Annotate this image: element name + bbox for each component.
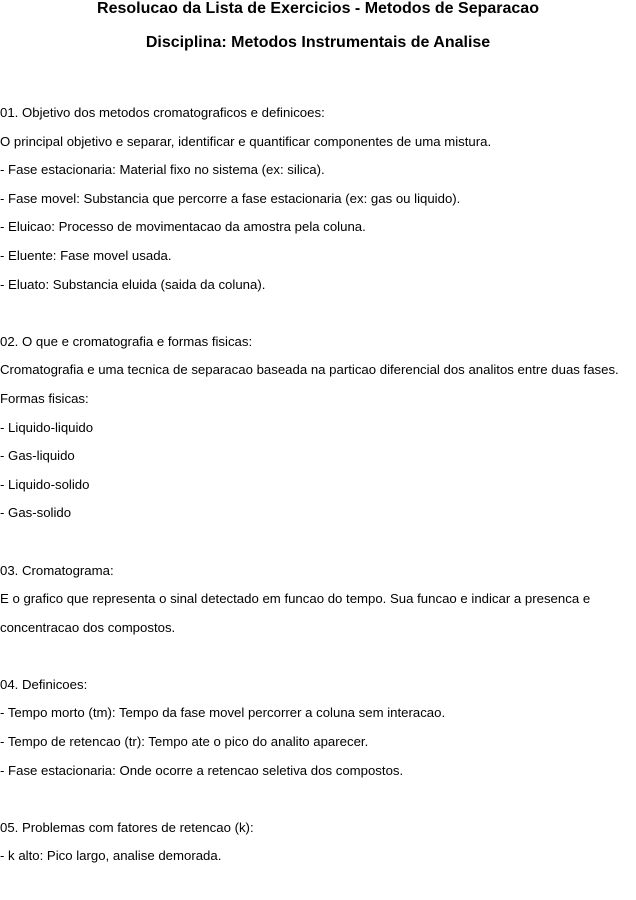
section-01-line: O principal objetivo e separar, identificar e quantificar componentes de uma mistura. <box>0 133 492 149</box>
section-04-line: - Fase estacionaria: Onde ocorre a retencao seletiva dos compostos. <box>0 762 404 778</box>
section-04-line: - Tempo morto (tm): Tempo da fase movel percorrer a coluna sem interacao. <box>0 705 446 721</box>
section-04-heading: 04. Definicoes: <box>0 676 88 692</box>
section-01-line: - Eluicao: Processo de movimentacao da amostra pela coluna. <box>0 219 366 235</box>
document-subtitle: Disciplina: Metodos Instrumentais de Analise <box>145 34 491 51</box>
section-05-line: - k alto: Pico largo, analise demorada. <box>0 848 222 864</box>
section-04-line: - Tempo de retencao (tr): Tempo ate o pico do analito aparecer. <box>0 734 369 750</box>
section-02-heading: 02. O que e cromatografia e formas fisicas: <box>0 333 253 349</box>
paragraph-spacer <box>0 528 636 557</box>
document-title: Resolucao da Lista de Exercicios - Metodos de Separacao <box>97 0 539 17</box>
section-02-line: - Gas-solido <box>0 505 72 521</box>
section-03-line: E o grafico que representa o sinal detectado em funcao do tempo. Sua funcao e indicar a presenca e concentracao dos compostos. <box>0 591 591 635</box>
paragraph-spacer <box>0 642 636 671</box>
section-03-heading: 03. Cromatograma: <box>0 562 114 578</box>
section-01-line: - Eluente: Fase movel usada. <box>0 247 172 263</box>
section-02-line: - Liquido-solido <box>0 476 90 492</box>
section-02-line: - Gas-liquido <box>0 448 75 464</box>
section-05-heading: 05. Problemas com fatores de retencao (k): <box>0 819 254 835</box>
section-01-heading: 01. Objetivo dos metodos cromatograficos e definicoes: <box>0 105 325 120</box>
document-body <box>0 99 636 871</box>
paragraph-spacer <box>0 785 636 814</box>
section-02-line: Formas fisicas: <box>0 390 89 406</box>
section-01-line: - Fase estacionaria: Material fixo no sistema (ex: silica). <box>0 162 325 178</box>
paragraph-spacer <box>0 299 636 328</box>
section-02-line: - Liquido-liquido <box>0 419 94 435</box>
section-01-line: - Eluato: Substancia eluida (saida da coluna). <box>0 276 266 292</box>
section-02-line: Cromatografia e uma tecnica de separacao baseada na particao diferencial dos analitos entre duas fases. <box>0 362 619 378</box>
section-01-line: - Fase movel: Substancia que percorre a fase estacionaria (ex: gas ou liquido). <box>0 190 461 206</box>
